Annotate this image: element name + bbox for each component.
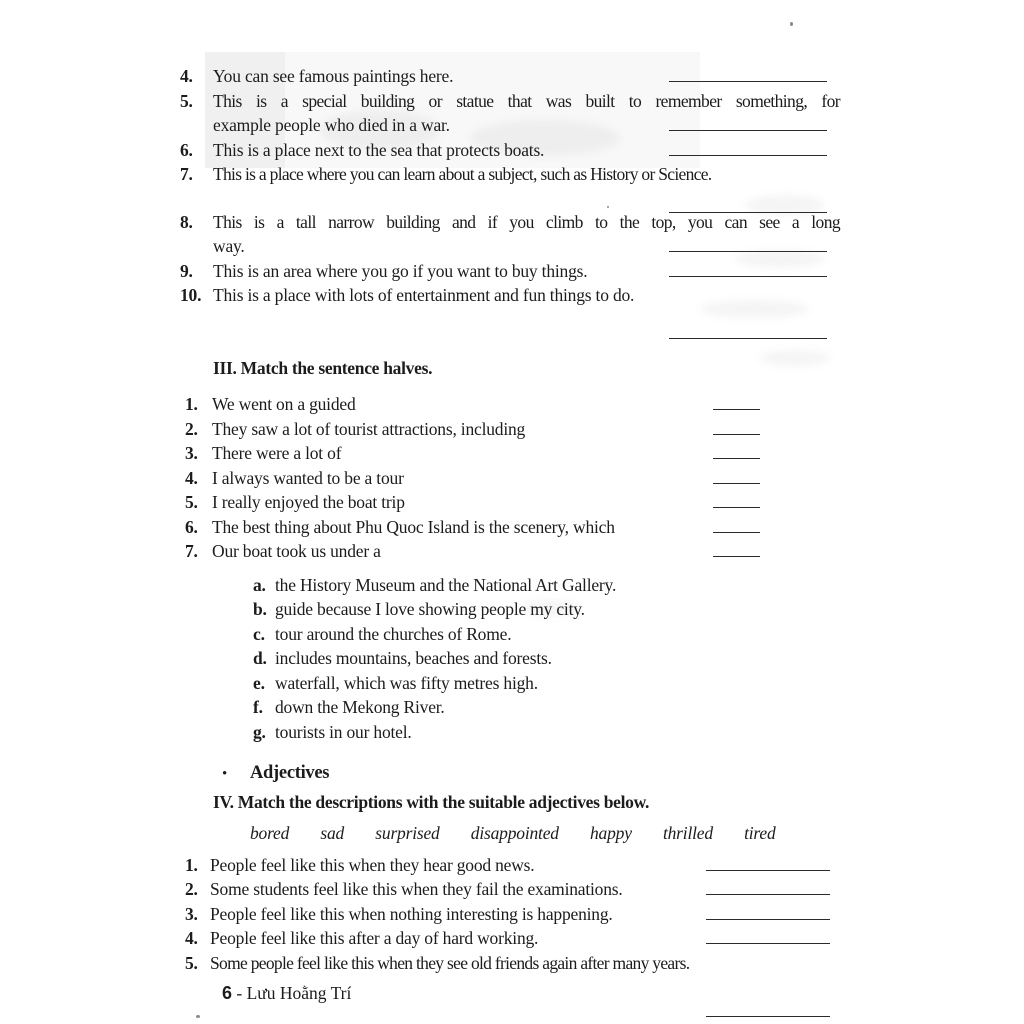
item-number: 6. — [185, 516, 198, 537]
option-letter: c. — [253, 623, 265, 644]
option-letter: e. — [253, 672, 265, 693]
word-bank — [250, 821, 840, 846]
page-number: 6 — [222, 983, 233, 1003]
item-text: There were a lot of — [212, 443, 342, 463]
item-text: Some people feel like this when they see old friends again after many years. — [210, 952, 690, 973]
exercise3-item-4 — [180, 466, 840, 491]
page-footer — [222, 983, 351, 1004]
adjectives-bullet — [180, 761, 840, 787]
item-text: You can see famous paintings here. — [213, 66, 454, 86]
item-text: People feel like this when they hear good news. — [210, 854, 535, 875]
answer-blank — [706, 1004, 830, 1017]
exercise2-item-7-answer-row — [180, 187, 840, 210]
answer-blank — [669, 264, 827, 277]
option-letter: g. — [253, 721, 266, 742]
exercise4-item-2 — [180, 877, 840, 902]
footer-separator: - — [236, 983, 243, 1003]
answer-blank — [669, 239, 827, 252]
exercise4-item-5 — [180, 951, 840, 976]
match-blank — [713, 422, 760, 435]
match-blank — [713, 544, 760, 557]
exercise3-option-g — [180, 720, 840, 745]
item-number: 4. — [185, 928, 198, 948]
option-letter: b. — [253, 599, 267, 619]
answer-blank — [706, 907, 830, 920]
exercise3-option-f — [180, 695, 840, 720]
item-number: 1. — [185, 394, 198, 414]
item-text-line1: This is a tall narrow building and if you climb to the top, you can see a long — [213, 211, 840, 232]
word-bank-item: bored — [250, 823, 290, 843]
option-text: down the Mekong River. — [275, 697, 445, 717]
item-text: People feel like this after a day of hard working. — [210, 928, 539, 948]
answer-blank — [669, 326, 827, 339]
match-blank — [713, 397, 760, 410]
item-text: This is an area where you go if you want to buy things. — [213, 260, 588, 281]
option-text: guide because I love showing people my city. — [275, 599, 585, 619]
item-text-line1: This is a special building or statue that was built to remember something, for — [213, 90, 840, 111]
exercise3-option-d — [180, 646, 840, 671]
item-number: 8. — [180, 211, 193, 232]
exercise2-item-7 — [180, 162, 840, 187]
exercise3-option-c — [180, 622, 840, 647]
exercise3-option-e — [180, 671, 840, 696]
option-letter: f. — [253, 697, 263, 717]
item-text-line2: way. — [213, 236, 245, 256]
item-text: This is a place with lots of entertainment and fun things to do. — [213, 285, 635, 305]
item-number: 3. — [185, 443, 198, 463]
exercise3-item-7 — [180, 539, 840, 564]
item-number: 1. — [185, 854, 198, 875]
option-text: tour around the churches of Rome. — [275, 623, 512, 644]
answer-blank — [706, 931, 830, 944]
answer-blank — [669, 69, 827, 82]
answer-blank — [706, 882, 830, 895]
exercise2-item-10-answer-row — [180, 313, 840, 336]
word-bank-item: disappointed — [470, 823, 559, 843]
item-text: We went on a guided — [212, 394, 356, 414]
answer-blank — [669, 143, 827, 156]
exercise3-item-1 — [180, 392, 840, 417]
item-text: I always wanted to be a tour — [212, 467, 404, 488]
exercise2-item-8 — [180, 210, 840, 259]
item-number: 5. — [180, 90, 193, 111]
scan-speck — [196, 1015, 200, 1018]
exercise3-item-5 — [180, 490, 840, 515]
item-text: The best thing about Phu Quoc Island is the scenery, which — [212, 516, 615, 537]
exercise3-item-3 — [180, 441, 840, 466]
item-number: 2. — [185, 879, 198, 899]
exercise2-item-9 — [180, 259, 840, 284]
match-blank — [713, 446, 760, 459]
item-number: 2. — [185, 418, 198, 439]
exercise2-item-4 — [180, 64, 840, 89]
exercise3-option-a — [180, 573, 840, 598]
match-blank — [713, 520, 760, 533]
item-text: Some students feel like this when they fail the examinations. — [210, 879, 623, 899]
item-text: People feel like this when nothing interesting is happening. — [210, 903, 613, 924]
bullet-label: Adjectives — [250, 763, 330, 783]
option-text: includes mountains, beaches and forests. — [275, 648, 552, 668]
match-blank — [713, 495, 760, 508]
exercise3-option-b — [180, 597, 840, 622]
option-letter: d. — [253, 648, 267, 668]
exercise3-item-6 — [180, 515, 840, 540]
item-text-line2: example people who died in a war. — [213, 115, 450, 135]
exercise4-item-1 — [180, 853, 840, 878]
scan-speck — [790, 22, 793, 26]
exercise2-item-6 — [180, 138, 840, 163]
item-text: This is a place where you can learn about a subject, such as History or Science. — [213, 164, 712, 184]
item-number: 5. — [185, 492, 198, 512]
footer-author: Lưu Hoằng Trí — [246, 983, 352, 1003]
exercise4-item-3 — [180, 902, 840, 927]
item-number: 7. — [185, 541, 198, 561]
word-bank-item: happy — [590, 823, 632, 843]
word-bank-item: sad — [320, 823, 345, 843]
answer-blank — [669, 118, 827, 131]
exercise4-item-4 — [180, 926, 840, 951]
item-number: 6. — [180, 139, 193, 160]
exercise2-item-5 — [180, 89, 840, 138]
option-text: the History Museum and the National Art Gallery. — [275, 574, 617, 595]
option-text: waterfall, which was fifty metres high. — [275, 672, 538, 693]
exercise2-item-10 — [180, 283, 840, 308]
word-bank-item: surprised — [375, 823, 440, 843]
item-text: They saw a lot of tourist attractions, including — [212, 418, 526, 439]
exercise3-item-2 — [180, 417, 840, 442]
item-number: 5. — [185, 952, 198, 973]
word-bank-item: tired — [744, 823, 776, 843]
exercise3-heading: III. Match the sentence halves. — [213, 357, 433, 378]
page-content — [180, 55, 840, 1014]
item-number: 7. — [180, 164, 193, 184]
answer-blank — [706, 858, 830, 871]
bullet-icon: • — [222, 766, 228, 782]
item-number: 9. — [180, 260, 193, 281]
option-letter: a. — [253, 574, 266, 595]
match-blank — [713, 471, 760, 484]
exercise4-heading: IV. Match the descriptions with the suitable adjectives below. — [213, 791, 650, 812]
word-bank-item: thrilled — [662, 823, 713, 843]
item-number: 10. — [180, 285, 202, 305]
option-text: tourists in our hotel. — [275, 721, 412, 742]
item-text: This is a place next to the sea that protects boats. — [213, 139, 545, 160]
item-number: 4. — [185, 467, 198, 488]
item-number: 4. — [180, 66, 193, 86]
item-number: 3. — [185, 903, 198, 924]
item-text: Our boat took us under a — [212, 541, 381, 561]
item-text: I really enjoyed the boat trip — [212, 492, 405, 512]
